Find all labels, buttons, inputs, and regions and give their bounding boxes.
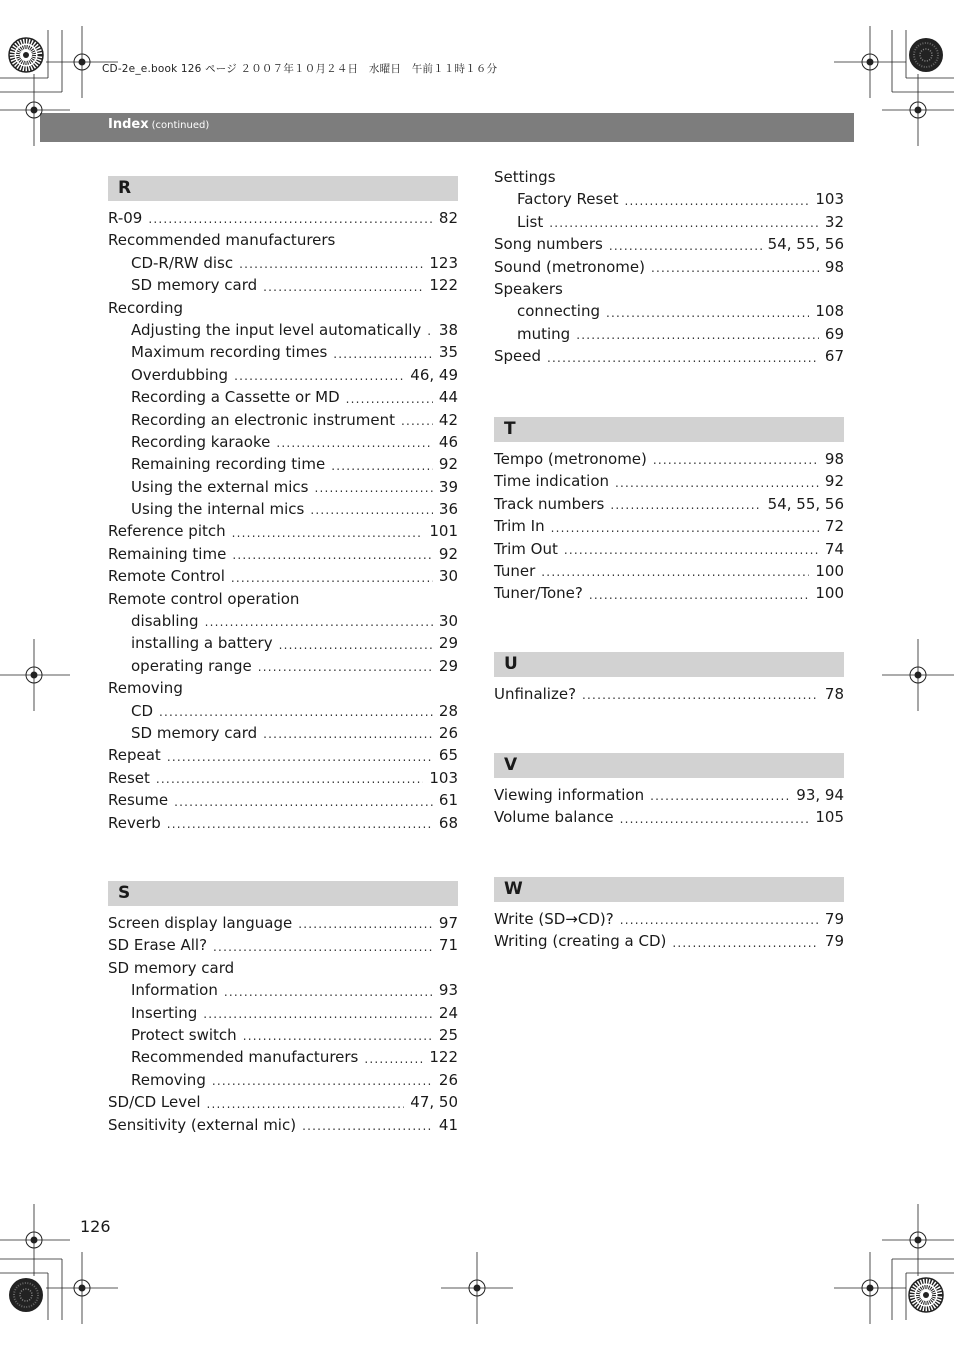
index-term: Reverb	[108, 813, 161, 832]
index-term: CD-R/RW disc	[131, 253, 234, 272]
index-pages: 68	[438, 813, 458, 832]
index-pages: 93	[438, 981, 458, 1000]
index-term: SD memory card	[108, 958, 235, 977]
index-term: operating range	[131, 656, 252, 675]
index-pages: 78	[824, 685, 844, 703]
index-term: Sensitivity (external mic)	[108, 1115, 297, 1134]
index-term: Removing	[131, 1070, 206, 1089]
index-pages: 108	[815, 302, 844, 321]
index-term: Inserting	[131, 1003, 198, 1022]
index-pages: 30	[438, 567, 458, 586]
index-pages: 103	[815, 190, 844, 209]
crosshair-mark	[0, 26, 954, 1324]
index-term: Song numbers	[494, 235, 603, 254]
index-term: Speed	[494, 347, 542, 366]
crop-lines	[0, 30, 954, 1320]
index-pages: 54, 55, 56	[767, 494, 844, 513]
index-pages: 100	[815, 561, 844, 580]
letter-heading-s: S	[108, 881, 458, 906]
index-pages: 26	[438, 723, 458, 742]
letter-heading-u: U	[494, 652, 844, 677]
index-term: muting	[517, 324, 571, 343]
index-term: List	[517, 212, 544, 231]
index-term: Viewing information	[494, 786, 645, 804]
corner-starburst-mark	[9, 38, 943, 1312]
index-pages: 42	[438, 410, 458, 429]
index-term: Write (SD→CD)?	[494, 910, 614, 928]
index-term: Remaining recording time	[131, 455, 326, 474]
index-pages: 61	[438, 791, 458, 810]
index-term: Reset	[108, 768, 150, 787]
index-term: Maximum recording times	[131, 343, 328, 362]
index-pages: 100	[815, 584, 844, 603]
index-term: Sound (metronome)	[494, 257, 645, 276]
index-pages: 98	[824, 450, 844, 468]
index-term: Recommended manufacturers	[131, 1048, 359, 1067]
index-pages: 39	[438, 477, 458, 496]
index-pages: 92	[438, 544, 458, 563]
index-pages: 24	[438, 1003, 458, 1022]
index-term: Speakers	[494, 279, 563, 298]
index-pages: 32	[824, 212, 844, 231]
index-term: Time indication	[494, 472, 610, 491]
index-term: Protect switch	[131, 1025, 237, 1044]
index-pages: 92	[824, 472, 844, 491]
index-term: installing a battery	[131, 634, 273, 653]
index-pages: 25	[438, 1025, 458, 1044]
index-term: Factory Reset	[517, 190, 619, 209]
index-pages: 29	[438, 634, 458, 653]
page-number: 126	[80, 1217, 111, 1236]
index-pages: 29	[438, 656, 458, 675]
index-pages: 123	[429, 253, 458, 272]
index-pages: 47, 50	[410, 1093, 458, 1112]
index-term: Recording karaoke	[131, 432, 271, 451]
index-pages: 74	[824, 539, 844, 558]
index-pages: 67	[824, 347, 844, 366]
header-subtitle: (continued)	[151, 120, 210, 131]
index-term: Remote Control	[108, 567, 225, 586]
index-pages: 101	[429, 522, 458, 541]
index-pages: 105	[815, 808, 844, 827]
index-term: Tuner/Tone?	[494, 584, 583, 603]
index-term: connecting	[517, 302, 600, 321]
index-pages: 30	[438, 612, 458, 631]
index-pages: 71	[438, 936, 458, 955]
index-term: Overdubbing	[131, 365, 229, 384]
letter-heading-r: R	[108, 176, 458, 201]
index-pages: 72	[824, 517, 844, 536]
index-term: Adjusting the input level automatically	[131, 320, 422, 339]
index-term: Track numbers	[494, 494, 605, 513]
index-term: Trim In	[494, 517, 545, 536]
header-title-text: Index	[108, 117, 149, 132]
index-term: SD Erase All?	[108, 936, 208, 955]
index-term: Recommended manufacturers	[108, 231, 336, 250]
index-pages: 79	[824, 932, 844, 951]
print-meta-line: CD-2e_e.book 126 ページ ２００７年１０月２４日 水曜日 午前１１時１６分	[102, 63, 498, 75]
index-pages: 28	[438, 701, 458, 720]
index-pages: 46	[438, 432, 458, 451]
index-pages: 69	[824, 324, 844, 343]
letter-heading-w: W	[494, 877, 844, 902]
index-term: CD	[131, 701, 154, 720]
index-term: Remaining time	[108, 544, 227, 563]
index-term: Using the internal mics	[131, 500, 305, 519]
index-pages: 79	[824, 910, 844, 928]
index-pages: 122	[429, 1048, 458, 1067]
index-term: SD memory card	[131, 276, 258, 295]
index-pages: 36	[438, 500, 458, 519]
index-term: Unfinalize?	[494, 685, 577, 703]
index-term: Repeat	[108, 746, 161, 765]
index-term: Trim Out	[494, 539, 558, 558]
index-term: Writing (creating a CD)	[494, 932, 667, 951]
index-term: Removing	[108, 679, 183, 698]
index-pages: 46, 49	[410, 365, 458, 384]
index-term: Recording a Cassette or MD	[131, 388, 340, 407]
index-pages: 97	[438, 914, 458, 932]
index-pages: 82	[438, 209, 458, 227]
index-pages: 98	[824, 257, 844, 276]
index-pages: 92	[438, 455, 458, 474]
index-term: Settings	[494, 168, 556, 186]
index-term: SD/CD Level	[108, 1093, 201, 1112]
index-term: Volume balance	[494, 808, 614, 827]
index-pages: 35	[438, 343, 458, 362]
index-pages: 93, 94	[796, 786, 844, 804]
index-pages: 41	[438, 1115, 458, 1134]
index-pages: 122	[429, 276, 458, 295]
index-term: Tuner	[494, 561, 536, 580]
index-pages: 65	[438, 746, 458, 765]
index-term: Recording an electronic instrument	[131, 410, 395, 429]
index-pages: 103	[429, 768, 458, 787]
index-term: Remote control operation	[108, 589, 300, 608]
index-term: R-09	[108, 209, 143, 227]
index-term: SD memory card	[131, 723, 258, 742]
index-term: Information	[131, 981, 218, 1000]
index-pages: 54, 55, 56	[767, 235, 844, 254]
index-term: Using the external mics	[131, 477, 309, 496]
index-term: Resume	[108, 791, 169, 810]
letter-heading-v: V	[494, 753, 844, 778]
index-pages: 38	[438, 320, 458, 339]
index-term: Screen display language	[108, 914, 293, 932]
index-pages: 44	[438, 388, 458, 407]
index-pages: 26	[438, 1070, 458, 1089]
index-term: Reference pitch	[108, 522, 226, 541]
index-term: disabling	[131, 612, 199, 631]
index-term: Tempo (metronome)	[494, 450, 647, 468]
letter-heading-t: T	[494, 417, 844, 442]
index-term: Recording	[108, 298, 184, 317]
